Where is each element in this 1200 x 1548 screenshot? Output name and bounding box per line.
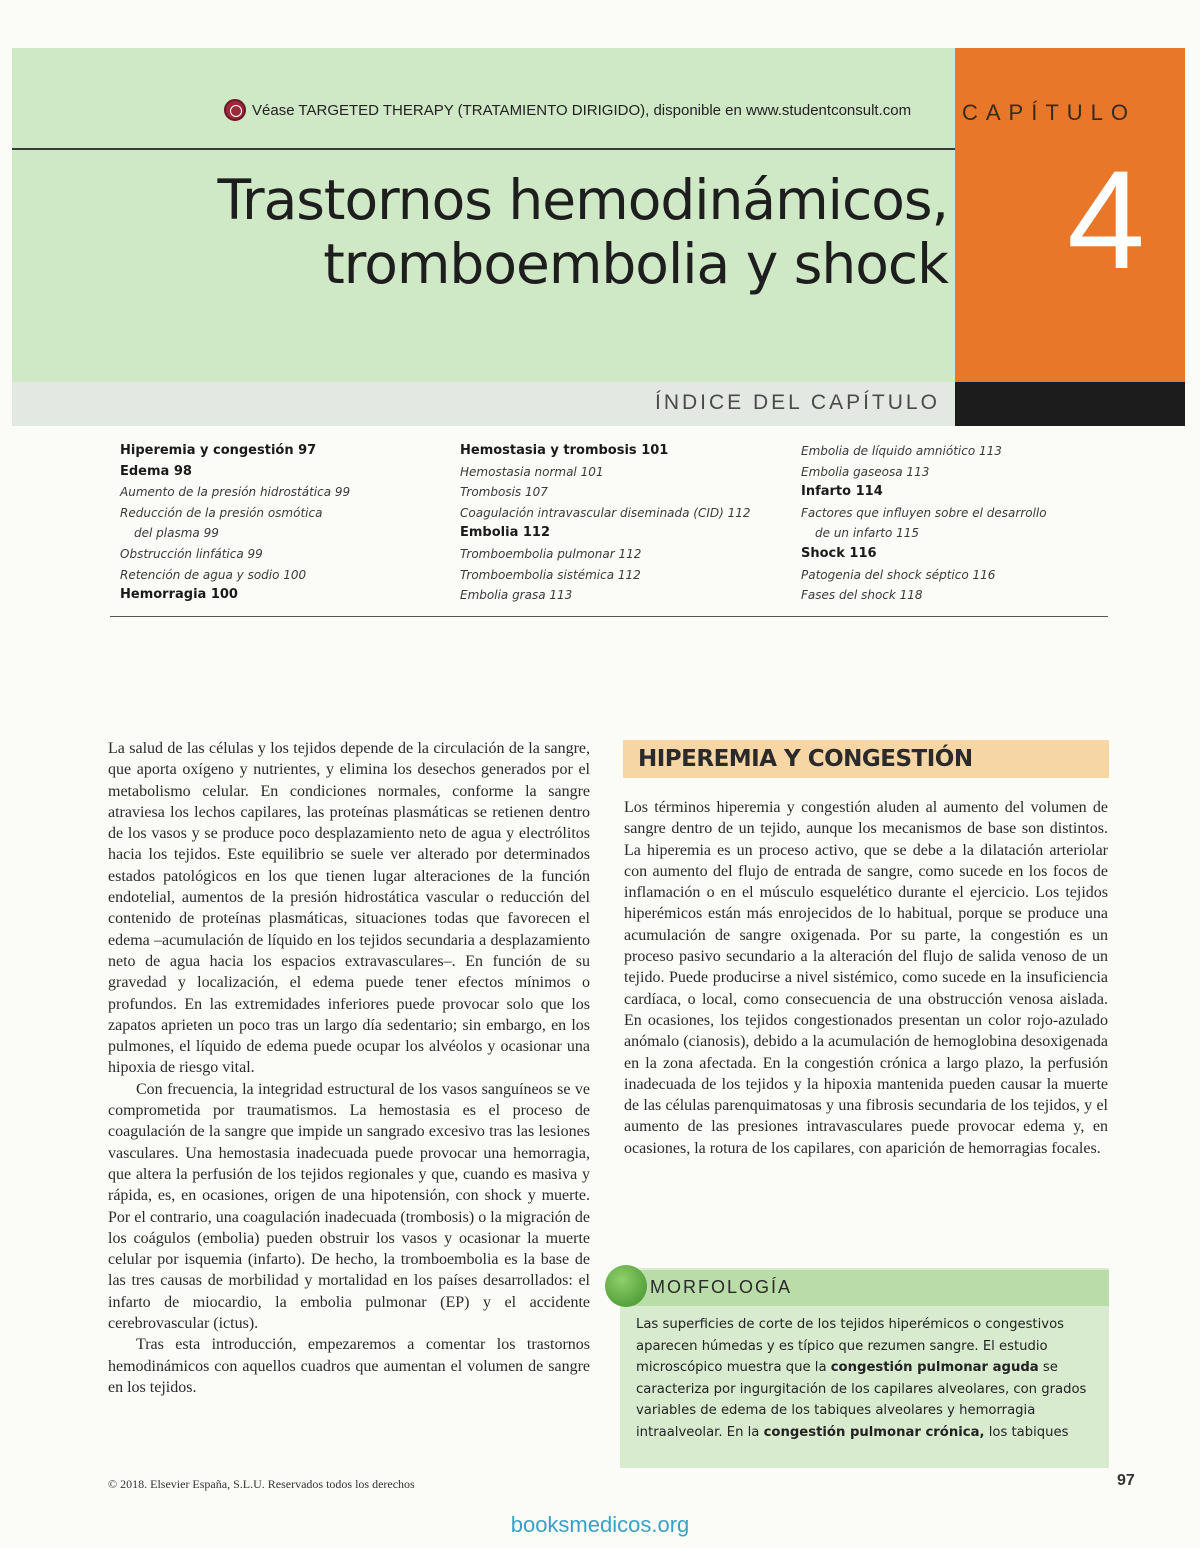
index-entry: Hiperemia y congestión 97: [120, 443, 317, 458]
text-run: se caracteriza por ingurgitación de los capilares alveolares, con grados variables de edema de los tabiques alveolares y hemorragia intraalveolar. En la: [636, 1360, 1087, 1440]
index-entry: Embolia de líquido amniótico 113: [801, 444, 1002, 458]
index-column-2: [460, 441, 790, 606]
index-entry: Coagulación intravascular diseminada (CID) 112: [460, 505, 751, 520]
index-column-3: [801, 441, 1101, 606]
index-entry: Embolia grasa 113: [460, 588, 573, 603]
chapter-title: [120, 168, 948, 296]
globe-icon: [224, 99, 246, 121]
index-entry: Edema 98: [120, 463, 192, 479]
access-note: Véase TARGETED THERAPY (TRATAMIENTO DIRIGIDO), disponible en www.studentconsult.com: [252, 102, 912, 119]
paragraph: Los términos hiperemia y congestión aluden al aumento del volumen de sangre dentro de un tejido, aunque los mecanismos de base son distintos. La hiperemia es un proceso activo, que se debe a la dilatación arteriolar con aumento del flujo de entrada de sangre, como sucede en los focos de inflamación o en el músculo esquelético durante el ejercicio. Los tejidos hiperémicos están más enrojecidos de lo habitual, porque se produce una acumulación de sangre oxigenada. Por su parte, la congestión es un proceso pasivo secundario a la alteración del flujo de salida venoso de un tejido. Puede producirse a nivel sistémico, como sucede en la insuficiencia cardíaca, o local, como consecuencia de una obstrucción venosa aislada. En ocasiones, los tejidos congestionados presentan un color rojo-azulado anómalo (cianosis), debido a la acumulación de hemoglobina desoxigenada en la zona afectada. En la congestión crónica a largo plazo, la perfusión inadecuada de los tejidos y la hipoxia mantenida pueden causar la muerte de las células parenquimatosas y una fibrosis secundaria de los tejidos, y el aumento de las presiones intravasculares puede provocar edema y, en ocasiones, la rotura de los capilares, con aparición de hemorragias focales.: [624, 799, 1108, 1157]
section-text: [624, 797, 1108, 1159]
section-heading: HIPEREMIA Y CONGESTIÓN: [638, 746, 973, 772]
watermark-link[interactable]: booksmedicos.org: [510, 1512, 690, 1537]
index-entry: Factores que influyen sobre el desarrollo: [801, 505, 1047, 520]
index-band-dark: [955, 382, 1185, 426]
bold-term: congestión pulmonar crónica,: [763, 1424, 985, 1440]
chapter-title-line2: tromboembolia y shock: [323, 232, 948, 296]
morphology-title: MORFOLOGÍA: [650, 1277, 793, 1297]
index-entry: Hemostasia y trombosis 101: [460, 443, 669, 458]
text-run: Las superficies de corte de los tejidos hiperémicos o congestivos aparecen húmedas y es típico que rezumen sangre. El estudio microscópico muestra que la: [636, 1317, 1065, 1376]
index-entry: Aumento de la presión hidrostática 99: [120, 485, 351, 500]
page-number: 97: [1117, 1472, 1135, 1489]
morphology-bullet-icon: [605, 1265, 647, 1307]
index-entry: Tromboembolia pulmonar 112: [460, 546, 642, 561]
morphology-text: [636, 1314, 1096, 1444]
index-entry: Hemorragia 100: [120, 587, 238, 603]
index-entry: Hemostasia normal 101: [460, 464, 604, 479]
chapter-number: 4: [1067, 141, 1145, 298]
index-entry: Shock 116: [801, 545, 877, 561]
paragraph: La salud de las células y los tejidos depende de la circulación de la sangre, que aporta oxígeno y nutrientes, y elimina los desechos generados por el metabolismo celular. En condiciones normales, conforme la sangre atraviesa los lechos capilares, las proteínas plasmáticas se retienen dentro de los vasos y se produce poco desplazamiento neto de agua y electrólitos hacia los tejidos. Este equilibrio se suele ver alterado por determinados estados patológicos en los que tienen lugar alteraciones de la función endotelial, aumentos de la presión hidrostática vascular o reducción del contenido de proteínas plasmáticas, situaciones todas que favorecen el edema –acumulación de líquido en los tejidos secundaria a desplazamiento neto de agua hacia los espacios extravasculares–. En función de su gravedad y localización, el edema puede tener efectos mínimos o profundos. En las extremidades inferiores puede provocar solo que los zapatos aprieten un poco tras un largo día sedentario; sin embargo, en los pulmones, el líquido de edema puede ocupar los alvéolos y ocasionar una hipoxia de riesgo vital.: [108, 740, 590, 1077]
chapter-title-line1: Trastornos hemodinámicos,: [217, 168, 948, 232]
intro-text: [108, 738, 590, 1398]
header-rule: [12, 148, 955, 150]
index-entry: Tromboembolia sistémica 112: [460, 567, 641, 582]
text-run: los tabiques: [984, 1424, 1069, 1440]
bold-term: congestión pulmonar aguda: [830, 1360, 1039, 1376]
paragraph: Con frecuencia, la integridad estructural de los vasos sanguíneos se ve comprometida por traumatismos. La hemostasia es el proceso de coagulación de la sangre que impide un sangrado excesivo tras las lesiones vasculares. Una hemostasia inadecuada puede provocar una hemorragia, que altera la perfusión de los tejidos regionales y que, cuando es masiva y rápida, es, en ocasiones, origen de una hipotensión, con shock y muerte. Por el contrario, una coagulación inadecuada (trombosis) o la migración de los coágulos (embolia) pueden obstruir los vasos y ocasionar la muerte celular por isquemia (infarto). De hecho, la tromboembolia es la base de las tres causas de morbilidad y mortalidad en los países desarrollados: el infarto de miocardio, la embolia pulmonar (EP) y el accidente cerebrovascular (ictus).: [108, 1080, 590, 1333]
index-entry: del plasma 99: [134, 526, 219, 541]
paragraph: Tras esta introducción, empezaremos a comentar los trastornos hemodinámicos con aquellos cuadros que aumentan el volumen de sangre en los tejidos.: [108, 1336, 590, 1396]
index-entry: Patogenia del shock séptico 116: [801, 567, 996, 582]
copyright-note: © 2018. Elsevier España, S.L.U. Reservados todos los derechos: [108, 1477, 415, 1491]
index-title: ÍNDICE DEL CAPÍTULO: [655, 391, 940, 414]
index-entry: Embolia gaseosa 113: [801, 464, 930, 479]
index-entry: Fases del shock 118: [801, 588, 923, 603]
index-entry: de un infarto 115: [815, 526, 920, 541]
index-entry: Retención de agua y sodio 100: [120, 567, 307, 582]
index-entry: Obstrucción linfática 99: [120, 546, 263, 561]
chapter-label: CAPÍTULO: [962, 100, 1137, 125]
index-column-1: [120, 441, 440, 606]
index-entry: Embolia 112: [460, 525, 551, 541]
index-entry: Trombosis 107: [460, 485, 548, 500]
index-divider: [110, 616, 1108, 617]
index-entry: Reducción de la presión osmótica: [120, 505, 323, 520]
index-entry: Infarto 114: [801, 484, 883, 500]
